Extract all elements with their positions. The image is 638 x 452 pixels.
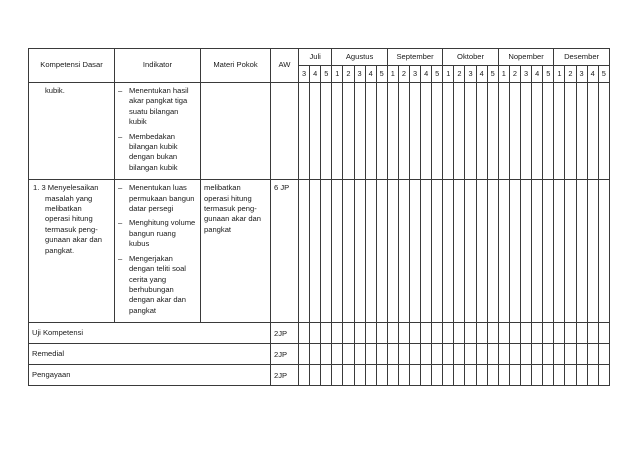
week-cell — [310, 83, 321, 180]
week-cell — [321, 83, 332, 180]
week-cell — [587, 180, 598, 323]
program-semester-table — [28, 48, 610, 386]
week-header: 5 — [432, 66, 443, 83]
week-cell — [532, 344, 543, 365]
indikator-item: – Menentukan hasil akar pangkat tiga suatu bilangan kubik — [118, 86, 198, 128]
curriculum-document — [28, 48, 609, 386]
week-cell — [409, 83, 420, 180]
week-cell — [321, 180, 332, 323]
week-cell — [509, 83, 520, 180]
week-cell — [432, 180, 443, 323]
week-cell — [509, 323, 520, 344]
materi-pokok-cell: melibatkan operasi hitung termasuk peng- gunaan akar dan pangkat — [201, 180, 271, 323]
week-cell — [421, 323, 432, 344]
header-aw: AW — [271, 49, 299, 83]
week-cell — [554, 365, 565, 386]
week-header: 5 — [598, 66, 609, 83]
week-cell — [465, 344, 476, 365]
week-header: 3 — [576, 66, 587, 83]
materi-pokok-cell — [201, 83, 271, 180]
aw-cell: 6 JP — [271, 180, 299, 323]
week-cell — [454, 180, 465, 323]
week-cell — [432, 344, 443, 365]
week-cell — [432, 365, 443, 386]
week-cell — [365, 365, 376, 386]
week-cell — [543, 323, 554, 344]
week-cell — [387, 180, 398, 323]
week-cell — [343, 83, 354, 180]
month-header-september: September — [387, 49, 443, 66]
week-cell — [398, 323, 409, 344]
week-header: 5 — [376, 66, 387, 83]
week-cell — [465, 180, 476, 323]
week-header: 4 — [532, 66, 543, 83]
week-cell — [487, 365, 498, 386]
week-cell — [398, 365, 409, 386]
week-cell — [454, 365, 465, 386]
week-cell — [476, 83, 487, 180]
week-cell — [598, 83, 609, 180]
aw-cell: 2JP — [271, 323, 299, 344]
week-cell — [598, 323, 609, 344]
week-cell — [398, 344, 409, 365]
week-cell — [521, 344, 532, 365]
week-cell — [310, 344, 321, 365]
week-cell — [299, 323, 310, 344]
aw-cell — [271, 83, 299, 180]
week-header: 1 — [387, 66, 398, 83]
month-header-oktober: Oktober — [443, 49, 499, 66]
week-header: 1 — [554, 66, 565, 83]
week-cell — [343, 344, 354, 365]
footer-label: Uji Kompetensi — [29, 323, 271, 344]
week-cell — [299, 344, 310, 365]
week-cell — [443, 323, 454, 344]
week-cell — [421, 83, 432, 180]
header-materi-pokok: Materi Pokok — [201, 49, 271, 83]
week-cell — [310, 365, 321, 386]
week-header: 5 — [487, 66, 498, 83]
week-cell — [443, 344, 454, 365]
week-cell — [354, 83, 365, 180]
header-indikator: Indikator — [115, 49, 201, 83]
kd-cell — [29, 83, 115, 180]
indikator-item: – Mengerjakan dengan teliti soal cerita yang berhubungan dengan akar dan pangkat — [118, 254, 198, 316]
week-cell — [565, 344, 576, 365]
week-cell — [387, 365, 398, 386]
week-cell — [443, 83, 454, 180]
week-cell — [543, 83, 554, 180]
week-cell — [509, 180, 520, 323]
week-cell — [543, 180, 554, 323]
week-cell — [343, 365, 354, 386]
week-cell — [598, 365, 609, 386]
week-cell — [365, 323, 376, 344]
week-header: 4 — [365, 66, 376, 83]
week-cell — [532, 83, 543, 180]
week-header: 2 — [343, 66, 354, 83]
indikator-item: – Menghitung volume bangun ruang kubus — [118, 218, 198, 249]
week-cell — [498, 180, 509, 323]
week-header: 4 — [421, 66, 432, 83]
table-row-pengayaan — [29, 365, 610, 386]
indikator-cell — [115, 180, 201, 323]
week-cell — [465, 365, 476, 386]
week-cell — [521, 180, 532, 323]
week-header: 1 — [443, 66, 454, 83]
aw-cell: 2JP — [271, 344, 299, 365]
week-cell — [554, 344, 565, 365]
week-cell — [376, 344, 387, 365]
week-header: 1 — [498, 66, 509, 83]
week-cell — [587, 365, 598, 386]
week-cell — [487, 83, 498, 180]
week-cell — [299, 83, 310, 180]
week-cell — [576, 180, 587, 323]
week-cell — [509, 365, 520, 386]
week-header: 2 — [454, 66, 465, 83]
week-cell — [465, 83, 476, 180]
week-cell — [565, 365, 576, 386]
week-cell — [532, 365, 543, 386]
week-cell — [576, 365, 587, 386]
week-cell — [454, 323, 465, 344]
week-cell — [299, 180, 310, 323]
week-cell — [498, 323, 509, 344]
week-header: 4 — [310, 66, 321, 83]
week-cell — [421, 365, 432, 386]
week-cell — [387, 323, 398, 344]
indikator-item: – Menentukan luas permukaan bangun datar persegi — [118, 183, 198, 214]
week-header: 4 — [587, 66, 598, 83]
week-cell — [554, 323, 565, 344]
week-cell — [521, 83, 532, 180]
week-cell — [532, 323, 543, 344]
week-cell — [387, 344, 398, 365]
month-header-juli: Juli — [299, 49, 332, 66]
week-cell — [409, 344, 420, 365]
week-cell — [365, 83, 376, 180]
week-cell — [565, 323, 576, 344]
week-cell — [376, 83, 387, 180]
week-cell — [543, 344, 554, 365]
week-cell — [554, 83, 565, 180]
week-cell — [432, 323, 443, 344]
week-header: 2 — [565, 66, 576, 83]
indikator-item: – Membedakan bilangan kubik dengan bukan bilangan kubik — [118, 132, 198, 174]
week-cell — [476, 323, 487, 344]
week-cell — [376, 323, 387, 344]
week-cell — [365, 180, 376, 323]
week-cell — [354, 344, 365, 365]
week-cell — [310, 180, 321, 323]
week-header: 3 — [465, 66, 476, 83]
week-cell — [376, 365, 387, 386]
week-cell — [321, 323, 332, 344]
indikator-cell — [115, 83, 201, 180]
table-row-remedial — [29, 344, 610, 365]
week-cell — [543, 365, 554, 386]
week-cell — [321, 344, 332, 365]
week-cell — [454, 83, 465, 180]
week-cell — [565, 180, 576, 323]
week-cell — [498, 365, 509, 386]
week-cell — [443, 180, 454, 323]
week-cell — [409, 365, 420, 386]
week-cell — [476, 365, 487, 386]
week-cell — [365, 344, 376, 365]
week-cell — [476, 344, 487, 365]
week-cell — [443, 365, 454, 386]
week-header: 5 — [321, 66, 332, 83]
table-row — [29, 83, 610, 180]
week-cell — [498, 344, 509, 365]
week-cell — [509, 344, 520, 365]
week-cell — [521, 323, 532, 344]
week-cell — [354, 323, 365, 344]
week-cell — [343, 180, 354, 323]
week-cell — [321, 365, 332, 386]
week-header: 2 — [398, 66, 409, 83]
week-cell — [354, 180, 365, 323]
week-cell — [299, 365, 310, 386]
week-cell — [576, 344, 587, 365]
week-cell — [576, 323, 587, 344]
week-cell — [310, 323, 321, 344]
week-cell — [576, 83, 587, 180]
week-cell — [398, 83, 409, 180]
week-cell — [354, 365, 365, 386]
week-cell — [487, 180, 498, 323]
footer-label: Remedial — [29, 344, 271, 365]
week-cell — [409, 180, 420, 323]
week-header: 3 — [299, 66, 310, 83]
week-cell — [521, 365, 532, 386]
week-header: 1 — [332, 66, 343, 83]
month-header-nopember: Nopember — [498, 49, 554, 66]
week-header: 3 — [354, 66, 365, 83]
week-cell — [554, 180, 565, 323]
week-cell — [332, 344, 343, 365]
table-row — [29, 180, 610, 323]
week-cell — [587, 344, 598, 365]
week-header: 3 — [521, 66, 532, 83]
footer-label: Pengayaan — [29, 365, 271, 386]
week-cell — [498, 83, 509, 180]
month-header-desember: Desember — [554, 49, 609, 66]
week-cell — [565, 83, 576, 180]
week-cell — [332, 180, 343, 323]
header-kompetensi-dasar: Kompetensi Dasar — [29, 49, 115, 83]
week-cell — [332, 365, 343, 386]
week-cell — [387, 83, 398, 180]
week-cell — [587, 83, 598, 180]
week-cell — [587, 323, 598, 344]
week-header: 2 — [509, 66, 520, 83]
week-header: 5 — [543, 66, 554, 83]
week-cell — [598, 344, 609, 365]
week-cell — [421, 344, 432, 365]
week-cell — [398, 180, 409, 323]
week-cell — [343, 323, 354, 344]
week-header: 4 — [476, 66, 487, 83]
kd-cell: 1. 3 Menyelesaikan masalah yang melibatkan operasi hitung termasuk peng- gunaan akar dan pangkat. — [29, 180, 115, 323]
week-cell — [476, 180, 487, 323]
week-cell — [332, 83, 343, 180]
week-cell — [376, 180, 387, 323]
kd-first-line: 1. 3 Menyelesaikan — [33, 183, 99, 193]
week-cell — [487, 344, 498, 365]
week-cell — [421, 180, 432, 323]
kd-text: kubik. — [45, 86, 65, 95]
header-month-row — [29, 49, 610, 66]
week-cell — [532, 180, 543, 323]
month-header-agustus: Agustus — [332, 49, 387, 66]
week-cell — [409, 323, 420, 344]
aw-cell: 2JP — [271, 365, 299, 386]
week-cell — [432, 83, 443, 180]
week-cell — [487, 323, 498, 344]
week-cell — [454, 344, 465, 365]
week-cell — [465, 323, 476, 344]
week-header: 3 — [409, 66, 420, 83]
table-row-uji-kompetensi — [29, 323, 610, 344]
week-cell — [598, 180, 609, 323]
week-cell — [332, 323, 343, 344]
